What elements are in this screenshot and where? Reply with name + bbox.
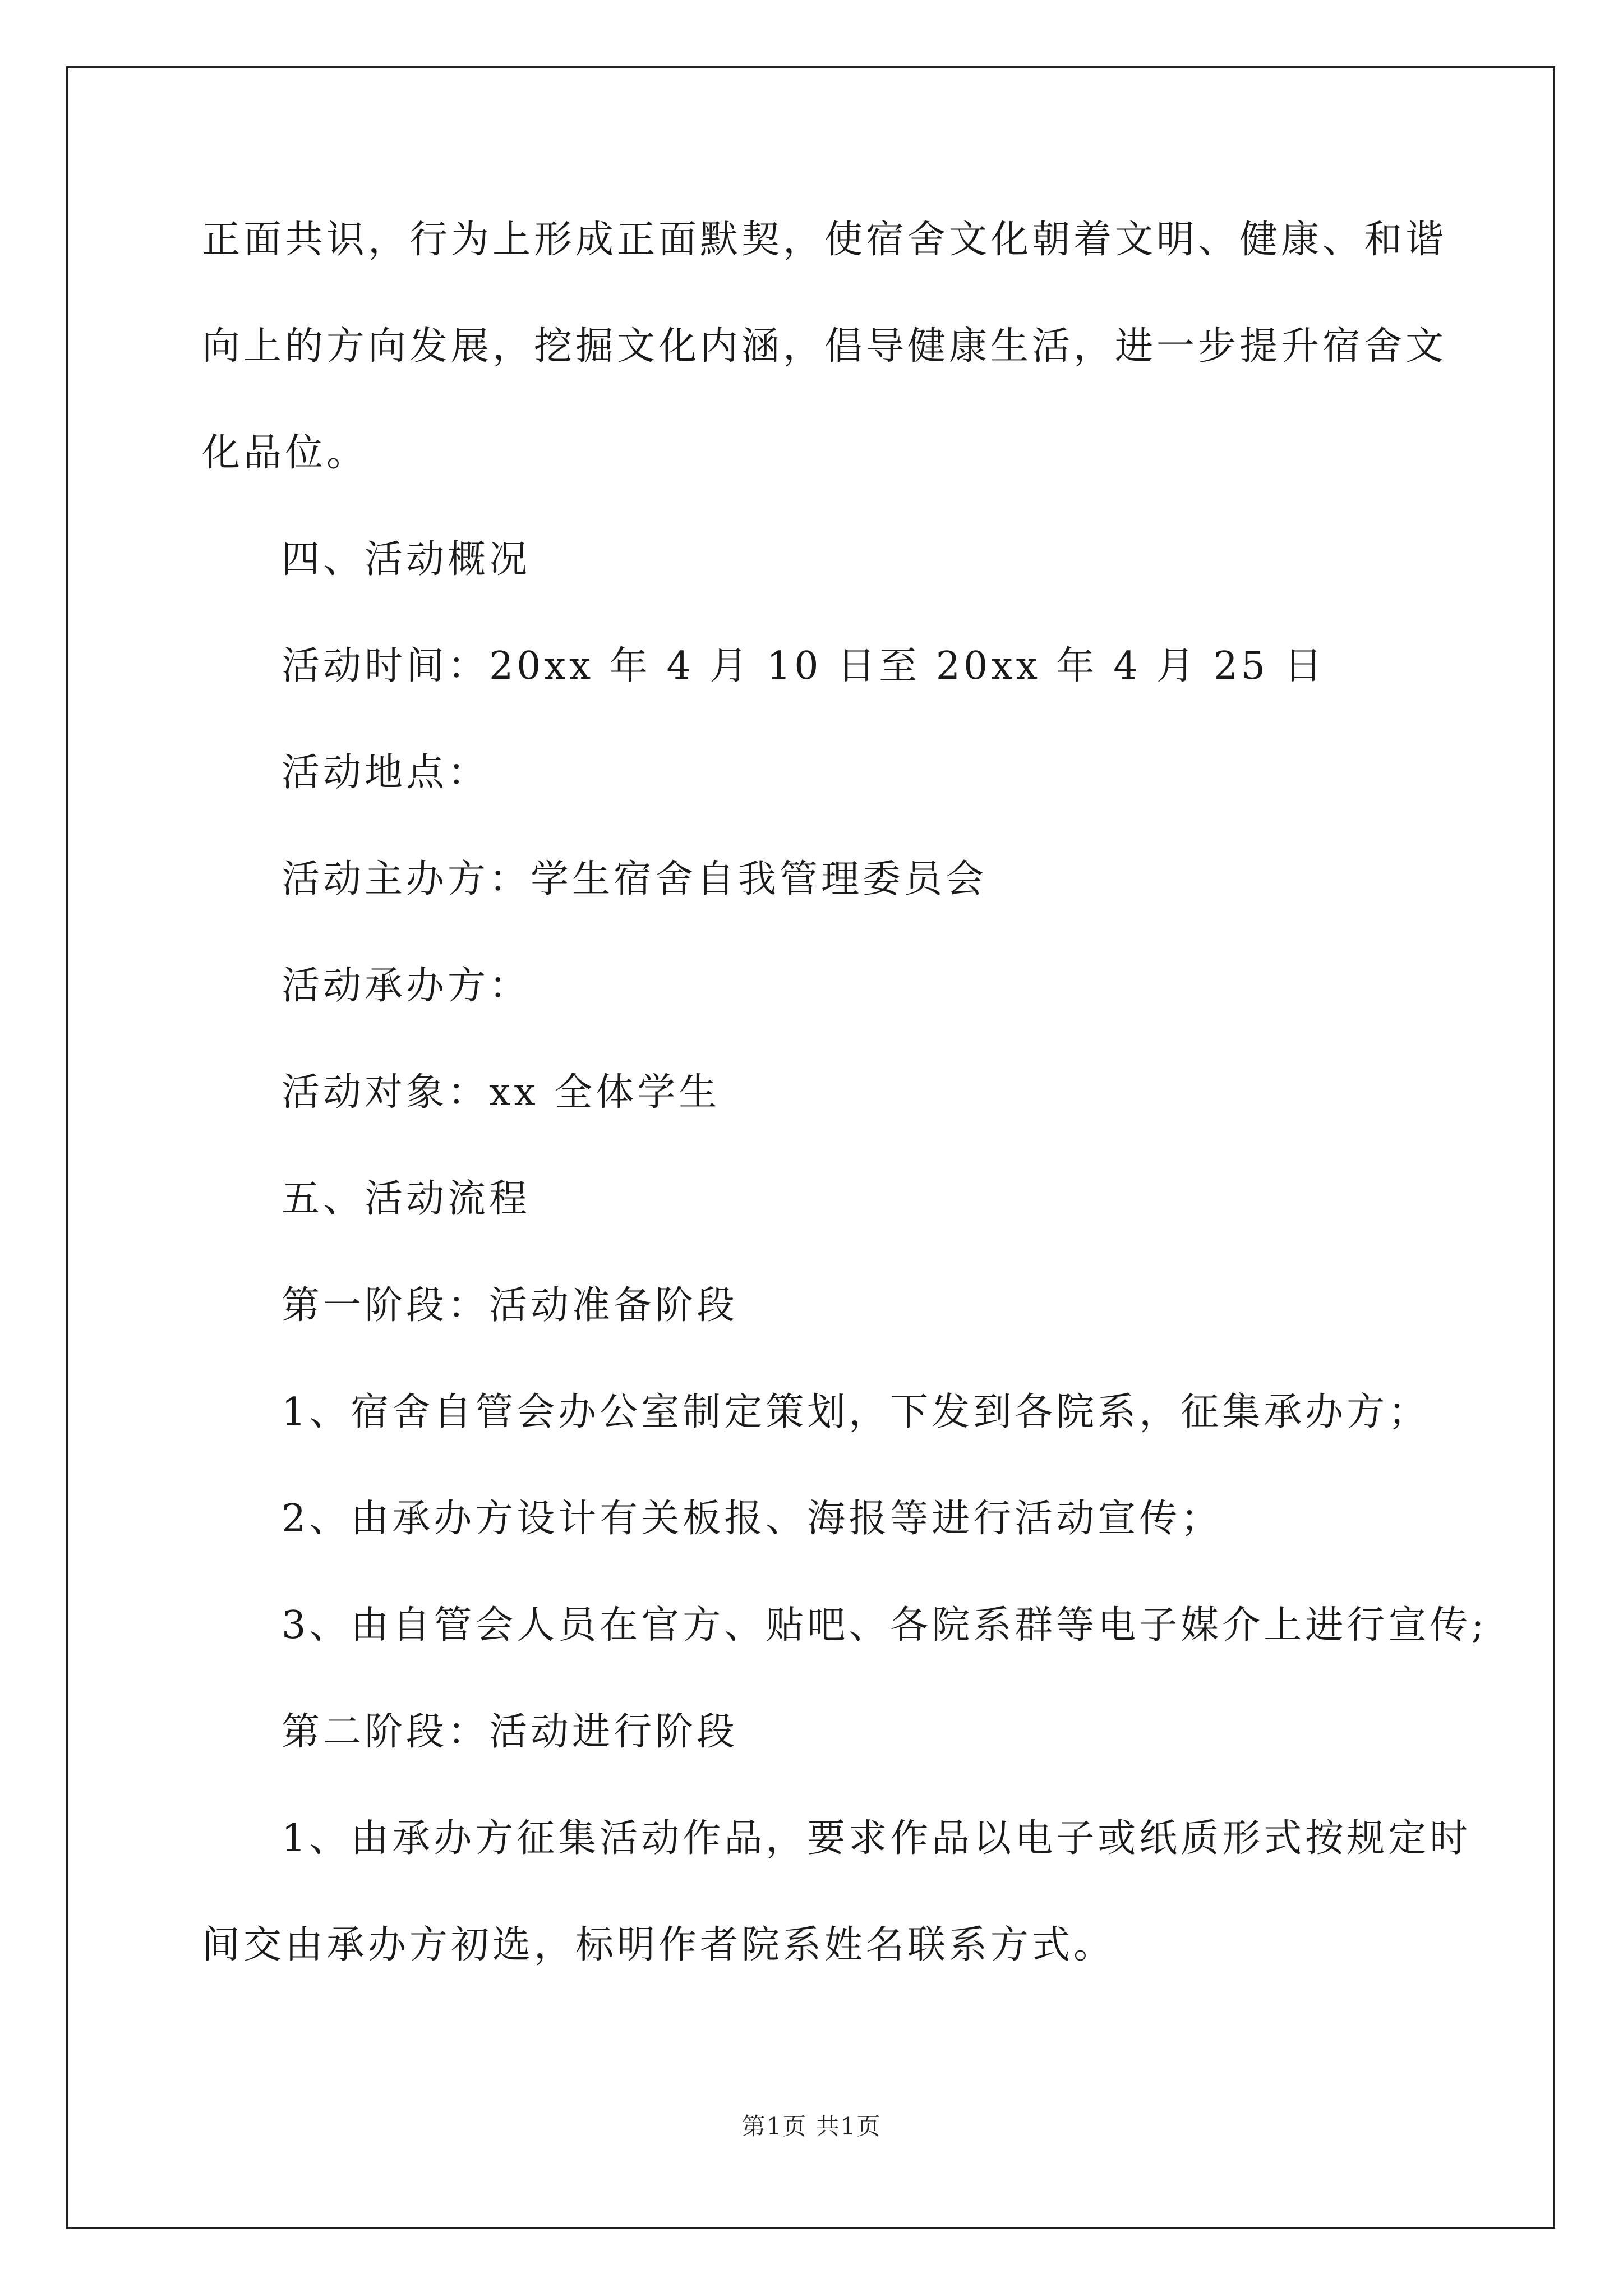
activity-time: 活动时间：20xx 年 4 月 10 日至 20xx 年 4 月 25 日 (282, 644, 1326, 688)
paragraph-line: 间交由承办方初选，标明作者院系姓名联系方式。 (202, 1923, 1115, 1967)
list-item: 1、宿舍自管会办公室制定策划，下发到各院系，征集承办方； (282, 1390, 1430, 1434)
activity-host: 活动承办方： (282, 964, 531, 1008)
section-heading: 四、活动概况 (282, 537, 531, 582)
paragraph-line: 正面共识，行为上形成正面默契，使宿舍文化朝着文明、健康、和谐 (202, 218, 1447, 262)
activity-audience: 活动对象：xx 全体学生 (282, 1070, 721, 1115)
section-heading: 五、活动流程 (282, 1177, 531, 1221)
list-item: 2、由承办方设计有关板报、海报等进行活动宣传； (282, 1497, 1223, 1541)
document-body (202, 213, 1488, 1972)
paragraph-line: 化品位。 (202, 431, 368, 475)
paragraph-line: 向上的方向发展，挖掘文化内涵，倡导健康生活，进一步提升宿舍文 (202, 324, 1447, 369)
stage-heading: 第二阶段：活动进行阶段 (282, 1710, 739, 1754)
activity-organizer: 活动主办方：学生宿舍自我管理委员会 (282, 857, 988, 901)
page-number: 第1页 共1页 (741, 2113, 882, 2140)
list-item: 1、由承办方征集活动作品，要求作品以电子或纸质形式按规定时 (282, 1816, 1472, 1861)
activity-location: 活动地点： (282, 751, 490, 795)
stage-heading: 第一阶段：活动准备阶段 (282, 1283, 739, 1328)
list-item: 3、由自管会人员在官方、贴吧、各院系群等电子媒介上进行宣传; (282, 1603, 1488, 1648)
